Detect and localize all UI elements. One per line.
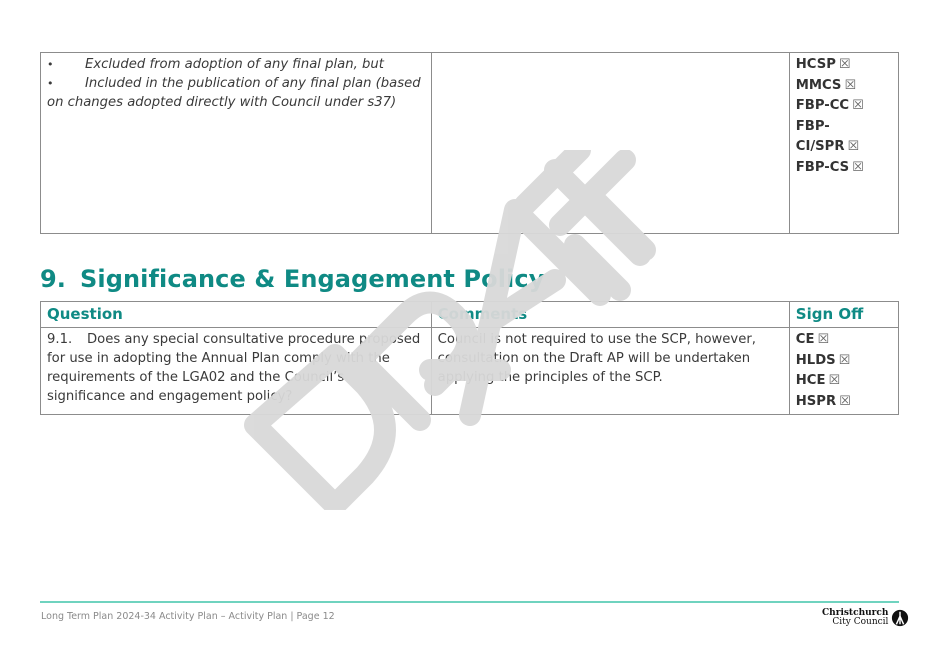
header-signoff: Sign Off: [789, 302, 898, 328]
question-cell: [41, 328, 432, 415]
question-cell: [41, 53, 432, 234]
bullet-icon: •: [47, 77, 54, 90]
signoff-item: CE ☒: [795, 332, 830, 347]
signoff-item: HLDS ☒: [795, 352, 851, 368]
council-logo: Christchurch City Council: [822, 609, 909, 627]
checked-box-icon[interactable]: ☒: [852, 98, 864, 113]
comments-cell: Council is not required to use the SCP, however, consultation on the Draft AP will be undertaken applying the principles of the SCP.: [431, 328, 789, 415]
checked-box-icon[interactable]: ☒: [839, 393, 851, 409]
comments-cell: [431, 53, 789, 234]
checked-box-icon[interactable]: ☒: [852, 159, 864, 175]
cathedral-logo-icon: [891, 609, 909, 627]
checked-box-icon[interactable]: ☒: [838, 57, 851, 72]
checked-box-icon[interactable]: ☒: [817, 332, 830, 347]
header-question: Question: [41, 302, 432, 328]
bullet-item: • Included in the publication of any final plan (based: [47, 76, 421, 91]
section-title: Significance & Engagement Policy: [80, 265, 545, 293]
footer-text: Long Term Plan 2024-34 Activity Plan – Activity Plan | Page 12: [41, 611, 335, 622]
signoff-item: HCE ☒: [795, 373, 841, 388]
section-number: 9.: [40, 265, 67, 293]
checked-box-icon[interactable]: ☒: [847, 139, 860, 154]
question-text: Does any special consultative procedure proposed for use in adopting the Annual Plan comply with the requirements of the LGA02 and the Council’s significance and engagement policy?: [47, 332, 421, 404]
signoff-item: MMCS ☒: [795, 77, 857, 93]
signoff-cell: [789, 328, 898, 415]
checked-box-icon[interactable]: ☒: [828, 373, 841, 388]
bullet-icon: •: [47, 58, 54, 71]
signoff-item: FBP-CI/SPR ☒: [795, 118, 860, 154]
signoff-item: HSPR ☒: [795, 393, 851, 409]
previous-section-table: [40, 52, 899, 234]
significance-table: [40, 301, 899, 415]
checked-box-icon[interactable]: ☒: [844, 77, 857, 93]
table-row: [41, 328, 899, 415]
question-number: 9.1.: [47, 332, 73, 347]
bullet-item: • Excluded from adoption of any final plan, but: [47, 57, 384, 72]
section-heading: [40, 265, 544, 293]
header-comments: Comments: [431, 302, 789, 328]
signoff-cell: [789, 53, 898, 234]
signoff-item: FBP-CS ☒: [795, 159, 864, 175]
footer-divider: [40, 601, 899, 603]
checked-box-icon[interactable]: ☒: [838, 352, 851, 368]
signoff-item: HCSP ☒: [795, 57, 851, 72]
table-header-row: [41, 302, 899, 328]
signoff-item: FBP-CC ☒: [795, 98, 864, 113]
bullet-continuation: on changes adopted directly with Council under s37): [47, 95, 397, 110]
table-row: [41, 53, 899, 234]
